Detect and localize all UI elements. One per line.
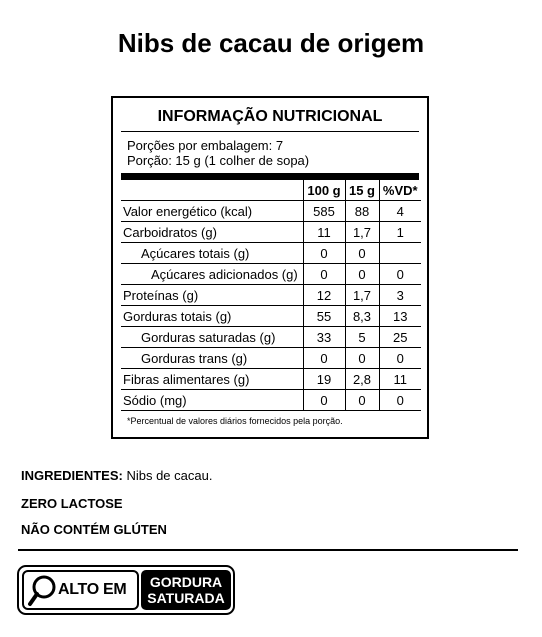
value-15g: 1,7 — [345, 285, 379, 306]
value-100g: 12 — [303, 285, 345, 306]
header-blank — [121, 180, 303, 201]
table-row — [121, 327, 421, 348]
table-row — [121, 369, 421, 390]
badge-line-1: GORDURA — [149, 574, 223, 590]
row-label: Gorduras saturadas (g) — [121, 327, 303, 348]
badge-left-panel — [22, 570, 139, 610]
table-row — [121, 243, 421, 264]
magnifier-icon — [27, 574, 59, 608]
row-label: Valor energético (kcal) — [121, 201, 303, 222]
table-row — [121, 306, 421, 327]
header-vd: %VD* — [379, 180, 421, 201]
header-15g: 15 g — [345, 180, 379, 201]
table-header-row — [121, 180, 421, 201]
table-row — [121, 222, 421, 243]
gluten-claim: NÃO CONTÉM GLÚTEN — [21, 522, 167, 537]
table-row — [121, 264, 421, 285]
badge-line-2: SATURADA — [147, 590, 225, 606]
divider — [121, 131, 419, 132]
separator-line — [18, 549, 518, 551]
value-100g: 0 — [303, 243, 345, 264]
header-100g: 100 g — [303, 180, 345, 201]
row-label: Carboidratos (g) — [121, 222, 303, 243]
badge-right-panel — [141, 570, 231, 610]
value-100g: 55 — [303, 306, 345, 327]
nutrition-heading: INFORMAÇÃO NUTRICIONAL — [157, 108, 383, 125]
value-vd: 4 — [379, 201, 421, 222]
row-label: Gorduras trans (g) — [121, 348, 303, 369]
value-15g: 0 — [345, 348, 379, 369]
nutrition-facts-panel — [111, 96, 429, 439]
value-100g: 11 — [303, 222, 345, 243]
table-row — [121, 285, 421, 306]
value-vd: 1 — [379, 222, 421, 243]
value-100g: 0 — [303, 264, 345, 285]
value-vd: 3 — [379, 285, 421, 306]
row-label: Proteínas (g) — [121, 285, 303, 306]
servings-per-package: Porções por embalagem: 7 — [127, 138, 284, 153]
nutrition-table — [121, 180, 421, 411]
value-vd: 13 — [379, 306, 421, 327]
lactose-claim: ZERO LACTOSE — [21, 496, 123, 511]
row-label: Açúcares adicionados (g) — [121, 264, 303, 285]
serving-info — [127, 138, 309, 168]
table-row — [121, 348, 421, 369]
front-warning-badge — [17, 565, 235, 615]
value-vd: 0 — [379, 390, 421, 411]
value-15g: 0 — [345, 264, 379, 285]
table-row — [121, 201, 421, 222]
value-100g: 0 — [303, 348, 345, 369]
product-title: Nibs de cacau de origem — [117, 28, 425, 58]
value-vd: 25 — [379, 327, 421, 348]
thick-divider — [121, 173, 419, 180]
value-100g: 19 — [303, 369, 345, 390]
value-15g: 1,7 — [345, 222, 379, 243]
row-label: Açúcares totais (g) — [121, 243, 303, 264]
value-100g: 585 — [303, 201, 345, 222]
ingredients-line — [21, 468, 212, 483]
value-15g: 5 — [345, 327, 379, 348]
value-vd: 0 — [379, 264, 421, 285]
value-15g: 2,8 — [345, 369, 379, 390]
value-vd: 0 — [379, 348, 421, 369]
value-15g: 0 — [345, 243, 379, 264]
footnote: *Percentual de valores diários fornecidos pela porção. — [127, 416, 343, 426]
row-label: Fibras alimentares (g) — [121, 369, 303, 390]
value-100g: 33 — [303, 327, 345, 348]
row-label: Sódio (mg) — [121, 390, 303, 411]
value-vd — [379, 243, 421, 264]
badge-alto-em: ALTO EM — [58, 581, 127, 598]
serving-size: Porção: 15 g (1 colher de sopa) — [127, 153, 310, 168]
value-vd: 11 — [379, 369, 421, 390]
table-row — [121, 390, 421, 411]
value-15g: 88 — [345, 201, 379, 222]
row-label: Gorduras totais (g) — [121, 306, 303, 327]
value-15g: 0 — [345, 390, 379, 411]
ingredients-label: INGREDIENTES: — [21, 468, 123, 483]
value-15g: 8,3 — [345, 306, 379, 327]
ingredients-text: Nibs de cacau. — [122, 468, 213, 483]
value-100g: 0 — [303, 390, 345, 411]
